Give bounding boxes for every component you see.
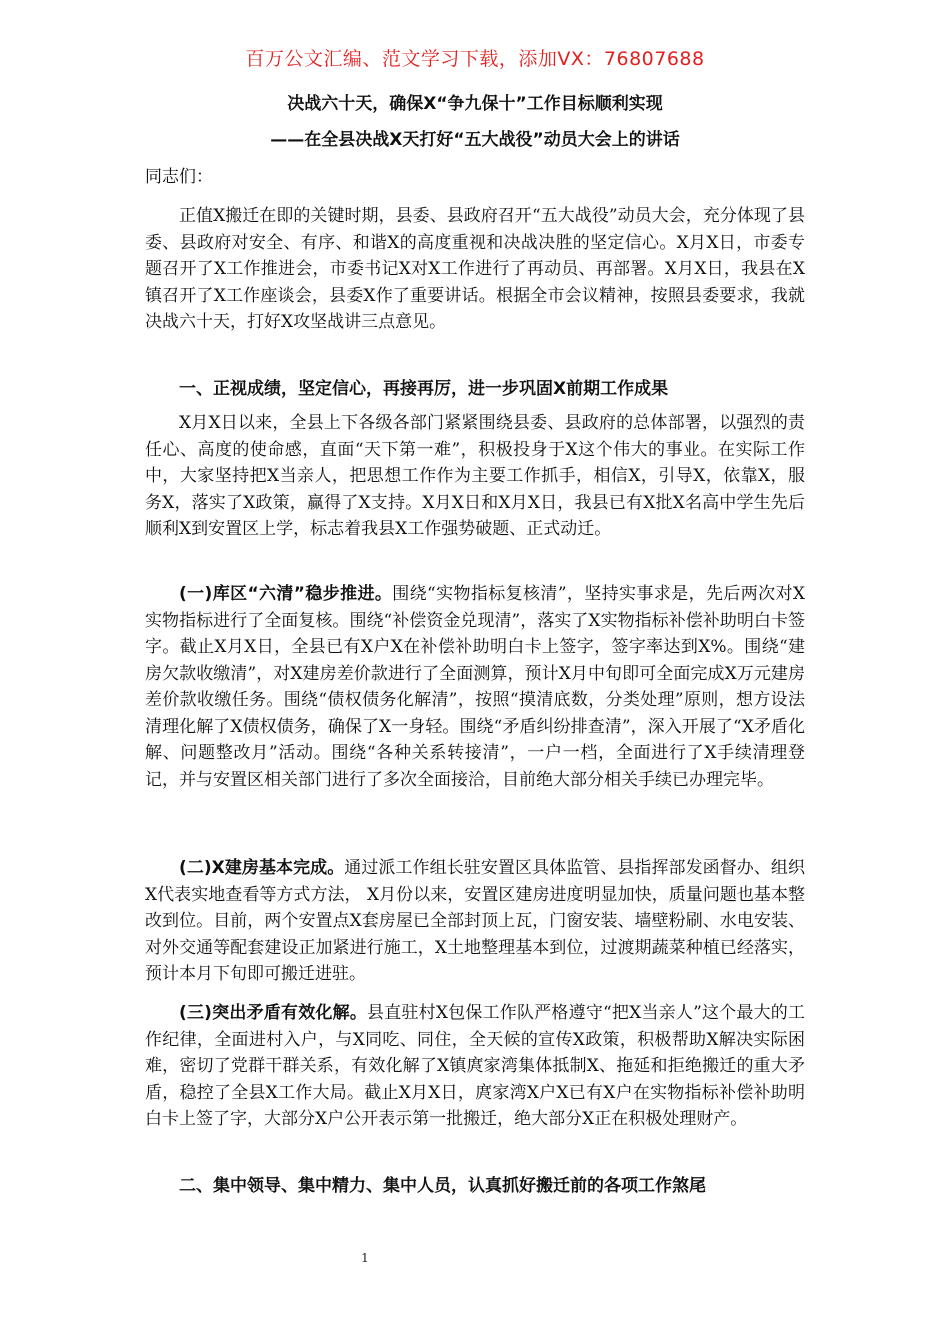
page-number: 1 (361, 1251, 369, 1265)
section-1-intro-paragraph: X月X日以来，全县上下各级各部门紧紧围绕县委、县政府的总体部署，以强烈的责任心、高度的使命感，直面“天下第一难”，积极投身于X这个伟大的事业。在实际工作中，大家坚持把X当亲人，把思想工作作为主要工作抓手，相信X，引导X，依靠X，服务X，落实了X政策，赢得了X支持。X月X日和X月X日，我县已有X批X名高中学生先后顺利X到安置区上学，标志着我县X工作强势破题、正式动迁。 (145, 413, 805, 539)
promo-banner: 百万公文汇编、范文学习下载，添加VX：76807688 (245, 48, 705, 70)
section-1-item-2-paragraph (145, 855, 805, 988)
item-3-lead: (三)突出矛盾有效化解。 (179, 1003, 368, 1023)
intro-paragraph: 正值X搬迁在即的关键时期，县委、县政府召开“五大战役”动员大会，充分体现了县委、县政府对安全、有序、和谐X的高度重视和决战决胜的坚定信心。X月X日，市委专题召开了X工作推进会，市委书记X对X工作进行了再动员、再部署。X月X日，我县在X镇召开了X工作座谈会，县委X作了重要讲话。根据全市会议精神，按照县委要求，我就决战六十天，打好X攻坚战讲三点意见。 (145, 206, 805, 332)
item-1-lead: (一)库区“六清”稳步推进。 (179, 584, 393, 604)
document-title: 决战六十天，确保X“争九保十”工作目标顺利实现 (287, 94, 663, 114)
section-1-item-3-paragraph (145, 1000, 805, 1133)
section-1-heading: 一、正视成绩，坚定信心，再接再厉，进一步巩固X前期工作成果 (179, 379, 669, 399)
section-1-item-1-paragraph (145, 581, 805, 793)
section-2-heading: 二、集中领导、集中精力、集中人员，认真抓好搬迁前的各项工作煞尾 (179, 1176, 706, 1196)
salutation: 同志们： (145, 167, 213, 187)
item-2-lead: (二)X建房基本完成。 (179, 858, 345, 878)
item-1-text: 围绕“实物指标复核清”，坚持实事求是，先后两次对X实物指标进行了全面复核。围绕“补偿资金兑现清”，落实了X实物指标补偿补助明白卡签字。截止X月X日，全县已有X户X在补偿补助明白卡上签字，签字率达到X%。围绕“建房欠款收缴清”，对X建房差价款进行了全面测算，预计X月中旬即可全面完成X万元建房差价款收缴任务。围绕“债权债务化解清”，按照“摸清底数，分类处理”原则，想方设法清理化解了X债权债务，确保了X一身轻。围绕“矛盾纠纷排查清”，深入开展了“X矛盾化解、问题整改月”活动。围绕“各种关系转接清”，一户一档，全面进行了X手续清理登记，并与安置区相关部门进行了多次全面接洽，目前绝大部分相关手续已办理完毕。 (145, 584, 806, 790)
item-3-text: 县直驻村X包保工作队严格遵守“把X当亲人”这个最大的工作纪律，全面进村入户，与X同吃、同住，全天候的宣传X政策，积极帮助X解决实际困难，密切了党群干群关系，有效化解了X镇庹家湾集体抵制X、拖延和拒绝搬迁的重大矛盾，稳控了全县X工作大局。截止X月X日，庹家湾X户X已有X户在实物指标补偿补助明白卡上签了字，大部分X户公开表示第一批搬迁，绝大部分X正在积极处理财产。 (145, 1003, 805, 1129)
item-2-text: 通过派工作组长驻安置区具体监管、县指挥部发函督办、组织X代表实地查看等方式方法， X月份以来，安置区建房进度明显加快，质量问题也基本整改到位。目前，两个安置点X套房屋已全部封顶上瓦，门窗安装、墙壁粉刷、水电安装、对外交通等配套建设正加紧进行施工，X土地整理基本到位，过渡期蔬菜种植已经落实，预计本月下旬即可搬迁进驻。 (145, 858, 805, 984)
document-subtitle: ——在全县决战X天打好“五大战役”动员大会上的讲话 (270, 130, 680, 150)
